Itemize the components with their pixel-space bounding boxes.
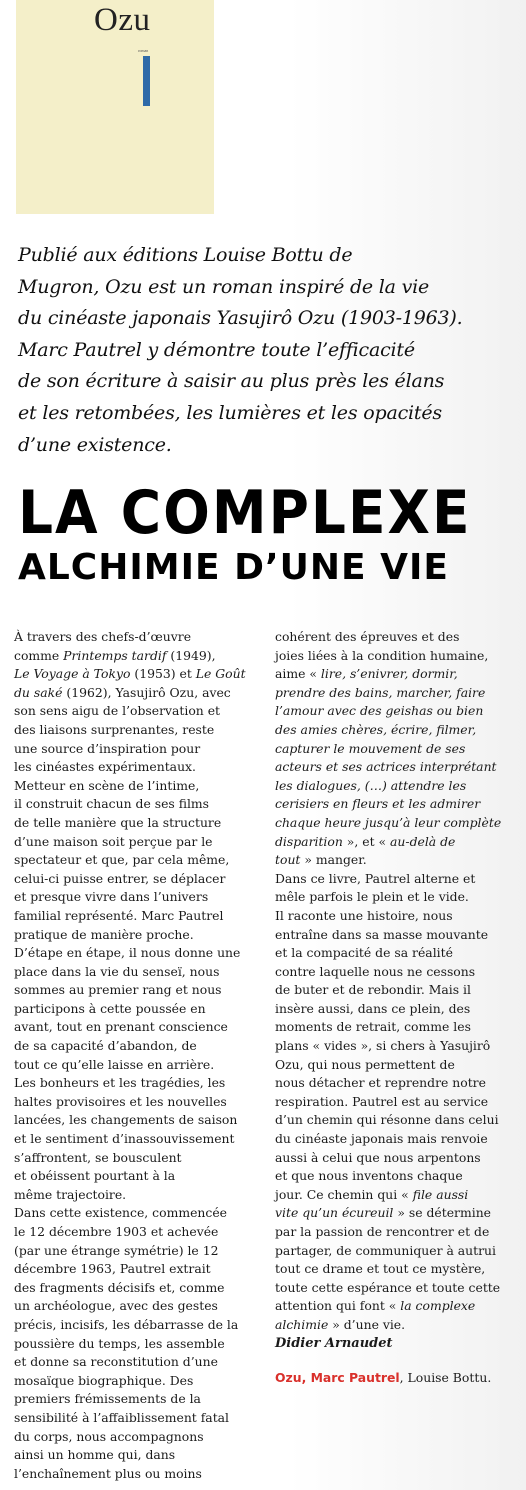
text-segment: des fragments décisifs et, comme <box>14 1279 225 1295</box>
text-segment: toute cette espérance et toute cette <box>275 1279 501 1295</box>
text-segment: du cinéaste japonais mais renvoie <box>275 1131 488 1147</box>
text-segment: attention qui font « <box>275 1298 401 1314</box>
text-segment: plans « vides », si chers à Yasujirô <box>275 1038 491 1054</box>
text-segment: d’un chemin qui résonne dans celui <box>275 1112 499 1128</box>
intro-line: de son écriture à saisir au plus près les élans <box>18 370 445 393</box>
text-line <box>14 1056 260 1075</box>
text-line <box>275 1130 515 1149</box>
text-segment: lancées, les changements de saison <box>14 1112 238 1128</box>
text-segment: et le sentiment d’inassouvissement <box>14 1131 235 1147</box>
text-line <box>275 1279 515 1298</box>
italic-text: Le Goût <box>195 666 246 682</box>
text-segment: sommes au premier rang et nous <box>14 982 222 998</box>
text-segment: premiers frémissements de la <box>14 1391 201 1407</box>
text-segment: Metteur en scène de l’intime, <box>14 777 200 793</box>
italic-text: l’amour avec des geishas ou bien <box>275 703 484 719</box>
text-line <box>275 1056 515 1075</box>
text-line <box>275 1074 515 1093</box>
text-line <box>14 870 260 889</box>
cover-blue-bar <box>143 56 150 106</box>
text-segment: D’étape en étape, il nous donne une <box>14 945 241 961</box>
text-line <box>275 1204 515 1223</box>
text-segment: mêle parfois le plein et le vide. <box>275 889 469 905</box>
text-segment: Dans ce livre, Pautrel alterne et <box>275 870 476 886</box>
cover-subtitle: roman <box>138 48 149 53</box>
text-segment: l’enchaînement plus ou moins <box>14 1465 202 1481</box>
article-left-column <box>14 628 260 1483</box>
text-line <box>275 981 515 1000</box>
italic-text: capturer le mouvement de ses <box>275 740 466 756</box>
text-line <box>275 888 515 907</box>
text-line <box>275 1167 515 1186</box>
text-segment: et donne sa reconstitution d’une <box>14 1354 218 1370</box>
text-segment: cohérent des épreuves et des <box>275 629 460 644</box>
text-segment: » se détermine <box>393 1205 492 1221</box>
text-line <box>14 1409 260 1428</box>
text-segment: les cinéastes expérimentaux. <box>14 759 196 775</box>
text-segment: » d’une vie. <box>328 1316 406 1332</box>
article-right-column <box>275 628 515 1387</box>
book-credits <box>275 1369 515 1388</box>
text-segment: comme <box>14 647 64 663</box>
text-line <box>14 665 260 684</box>
intro-line: Marc Pautrel y démontre toute l’efficacité <box>18 338 415 361</box>
intro-line: du cinéaste japonais Yasujirô Ozu (1903-1963). <box>18 307 463 330</box>
text-line <box>275 721 515 740</box>
text-segment: Il raconte une histoire, nous <box>275 907 453 923</box>
headline-line-1: LA COMPLEXE <box>18 477 472 547</box>
text-segment: joies liées à la condition humaine, <box>275 647 489 663</box>
book-cover-image <box>16 0 214 214</box>
text-line <box>275 702 515 721</box>
text-segment: (1953) et <box>130 666 196 682</box>
text-segment: de buter et de rebondir. Mais il <box>275 982 471 998</box>
text-segment: et la compacité de sa réalité <box>275 945 453 961</box>
text-line <box>14 1279 260 1298</box>
text-line <box>275 1186 515 1205</box>
headline-line-2: ALCHIMIE D’UNE VIE <box>18 547 449 588</box>
book-credit-publisher: , Louise Bottu. <box>399 1369 492 1385</box>
text-line <box>14 1446 260 1465</box>
text-segment: s’affrontent, se bousculent <box>14 1149 182 1165</box>
text-segment: », et « <box>342 833 391 849</box>
text-line <box>14 1130 260 1149</box>
text-segment: (1962), Yasujirô Ozu, avec <box>62 684 231 700</box>
text-line <box>14 1037 260 1056</box>
text-line <box>275 963 515 982</box>
text-line <box>275 870 515 889</box>
text-segment: » manger. <box>300 852 367 868</box>
text-line <box>14 814 260 833</box>
italic-text: alchimie <box>275 1316 329 1332</box>
text-line <box>14 721 260 740</box>
text-line <box>14 907 260 926</box>
text-segment: familial représenté. Marc Pautrel <box>14 907 224 923</box>
text-line <box>14 1000 260 1019</box>
text-segment: Ozu, qui nous permettent de <box>275 1056 455 1072</box>
text-line <box>14 926 260 945</box>
italic-text: tout <box>275 852 301 868</box>
text-line <box>14 1204 260 1223</box>
text-line <box>14 777 260 796</box>
italic-text: les dialogues, (…) attendre les <box>275 777 467 793</box>
text-segment: partager, de communiquer à autrui <box>275 1242 496 1258</box>
text-line <box>14 1093 260 1112</box>
text-line <box>14 1223 260 1242</box>
text-line <box>275 1260 515 1279</box>
intro-paragraph <box>18 240 518 461</box>
italic-text: au-delà de <box>390 833 456 849</box>
text-line <box>275 926 515 945</box>
text-segment: décembre 1963, Pautrel extrait <box>14 1261 211 1277</box>
text-segment: haltes provisoires et les nouvelles <box>14 1093 227 1109</box>
text-line <box>14 702 260 721</box>
text-segment: et obéissent pourtant à la <box>14 1168 176 1184</box>
text-segment: moments de retrait, comme les <box>275 1019 471 1035</box>
text-line <box>14 1353 260 1372</box>
text-segment: même trajectoire. <box>14 1186 127 1202</box>
text-segment: de telle manière que la structure <box>14 814 222 830</box>
intro-line: d’une existence. <box>18 433 172 456</box>
text-line <box>14 1260 260 1279</box>
text-line <box>275 1093 515 1112</box>
text-line <box>14 795 260 814</box>
italic-text: file aussi <box>412 1186 469 1202</box>
text-line <box>14 1074 260 1093</box>
text-segment: participons à cette poussée en <box>14 1000 206 1016</box>
text-line <box>275 1037 515 1056</box>
text-segment: À travers des chefs-d’œuvre <box>14 629 192 644</box>
text-segment: aussi à celui que nous arpentons <box>275 1149 481 1165</box>
text-segment: place dans la vie du senseï, nous <box>14 963 220 979</box>
text-segment: Dans cette existence, commencée <box>14 1205 228 1221</box>
text-line <box>275 1149 515 1168</box>
text-segment: un archéologue, avec des gestes <box>14 1298 218 1314</box>
text-line <box>14 944 260 963</box>
text-line <box>14 1428 260 1447</box>
text-segment: le 12 décembre 1903 et achevée <box>14 1224 219 1239</box>
text-segment: sensibilité à l’affaiblissement fatal <box>14 1409 230 1425</box>
text-segment: d’une maison soit perçue par le <box>14 833 213 849</box>
text-segment: respiration. Pautrel est au service <box>275 1093 489 1109</box>
text-segment: précis, incisifs, les débarrasse de la <box>14 1316 239 1332</box>
text-segment: ainsi un homme qui, dans <box>14 1447 176 1463</box>
text-line <box>275 814 515 833</box>
text-segment: nous détacher et reprendre notre <box>275 1075 486 1091</box>
text-line <box>14 1316 260 1335</box>
text-line <box>14 1111 260 1130</box>
text-segment: une source d’inspiration pour <box>14 740 201 756</box>
text-line <box>275 740 515 759</box>
text-segment: spectateur et que, par cela même, <box>14 852 230 868</box>
italic-text: du saké <box>14 684 63 700</box>
italic-text: disparition <box>275 833 343 849</box>
italic-text: cerisiers en fleurs et les admirer <box>275 796 481 812</box>
italic-text: lire, s’enivrer, dormir, <box>320 666 458 682</box>
text-line <box>14 1018 260 1037</box>
text-line <box>275 907 515 926</box>
text-line <box>14 1242 260 1261</box>
text-line <box>275 1242 515 1261</box>
text-line <box>14 981 260 1000</box>
text-segment: celui-ci puisse entrer, se déplacer <box>14 870 226 886</box>
italic-text: Le Voyage à Tokyo <box>14 666 131 682</box>
text-line <box>14 888 260 907</box>
right-column-body <box>275 628 515 1335</box>
text-line <box>14 758 260 777</box>
text-segment: insère aussi, dans ce plein, des <box>275 1000 471 1016</box>
text-segment: contre laquelle nous ne cessons <box>275 963 476 979</box>
text-segment: entraîne dans sa masse mouvante <box>275 926 489 942</box>
cover-title: Ozu <box>94 2 151 38</box>
text-segment: avant, tout en prenant conscience <box>14 1019 228 1035</box>
text-line <box>14 1149 260 1168</box>
italic-text: chaque heure jusqu’à leur complète <box>275 814 502 830</box>
intro-line: Publié aux éditions Louise Bottu de <box>18 244 353 266</box>
text-segment: poussière du temps, les assemble <box>14 1335 225 1351</box>
text-segment: pratique de manière proche. <box>14 926 194 942</box>
text-line <box>14 1186 260 1205</box>
italic-text: la complexe <box>400 1298 476 1314</box>
author-signature: Didier Arnaudet <box>275 1335 393 1351</box>
text-line <box>275 1316 515 1335</box>
text-line <box>275 647 515 666</box>
text-line <box>275 665 515 684</box>
italic-text: des amies chères, écrire, filmer, <box>275 721 477 737</box>
text-line <box>14 1372 260 1391</box>
text-line <box>14 1335 260 1354</box>
italic-text: vite qu’un écureuil <box>275 1205 394 1221</box>
text-segment: par la passion de rencontrer et de <box>275 1224 490 1239</box>
text-segment: il construit chacun de ses films <box>14 796 210 812</box>
text-segment: mosaïque biographique. Des <box>14 1372 194 1388</box>
text-line <box>14 647 260 666</box>
text-segment: (1949), <box>166 647 216 663</box>
italic-text: Printemps tardif <box>63 647 167 663</box>
text-line <box>275 944 515 963</box>
text-segment: son sens aigu de l’observation et <box>14 703 221 719</box>
text-line <box>275 777 515 796</box>
text-line <box>275 684 515 703</box>
text-line <box>275 795 515 814</box>
text-line <box>14 740 260 759</box>
intro-line: Mugron, Ozu est un roman inspiré de la vie <box>18 275 430 298</box>
text-line <box>14 684 260 703</box>
text-line <box>14 1167 260 1186</box>
text-segment: jour. Ce chemin qui « <box>275 1186 413 1202</box>
book-credit-title: Ozu, Marc Pautrel <box>275 1369 400 1385</box>
text-line <box>14 628 260 647</box>
text-line <box>275 758 515 777</box>
text-segment: Les bonheurs et les tragédies, les <box>14 1075 226 1091</box>
text-segment: et que nous inventons chaque <box>275 1168 463 1184</box>
text-segment: tout ce qu’elle laisse en arrière. <box>14 1056 215 1072</box>
text-line <box>275 1018 515 1037</box>
text-line <box>14 1390 260 1409</box>
text-segment: et presque vivre dans l’univers <box>14 889 209 905</box>
text-line <box>275 1111 515 1130</box>
text-segment: aime « <box>275 666 321 682</box>
text-line <box>14 963 260 982</box>
text-segment: des liaisons surprenantes, reste <box>14 721 215 737</box>
italic-text: prendre des bains, marcher, faire <box>275 684 486 700</box>
text-segment: de sa capacité d’abandon, de <box>14 1038 197 1054</box>
text-line <box>275 1000 515 1019</box>
text-line <box>14 1297 260 1316</box>
text-line <box>275 1297 515 1316</box>
text-line <box>275 851 515 870</box>
text-line <box>275 1223 515 1242</box>
text-line <box>275 628 515 647</box>
text-segment: (par une étrange symétrie) le 12 <box>14 1242 219 1258</box>
text-line <box>14 1465 260 1484</box>
text-line <box>14 833 260 852</box>
text-line <box>275 833 515 852</box>
italic-text: acteurs et ses actrices interprétant <box>275 759 497 775</box>
intro-line: et les retombées, les lumières et les opacités <box>18 401 442 424</box>
text-line <box>14 851 260 870</box>
text-segment: du corps, nous accompagnons <box>14 1428 204 1444</box>
text-segment: tout ce drame et tout ce mystère, <box>275 1261 486 1277</box>
